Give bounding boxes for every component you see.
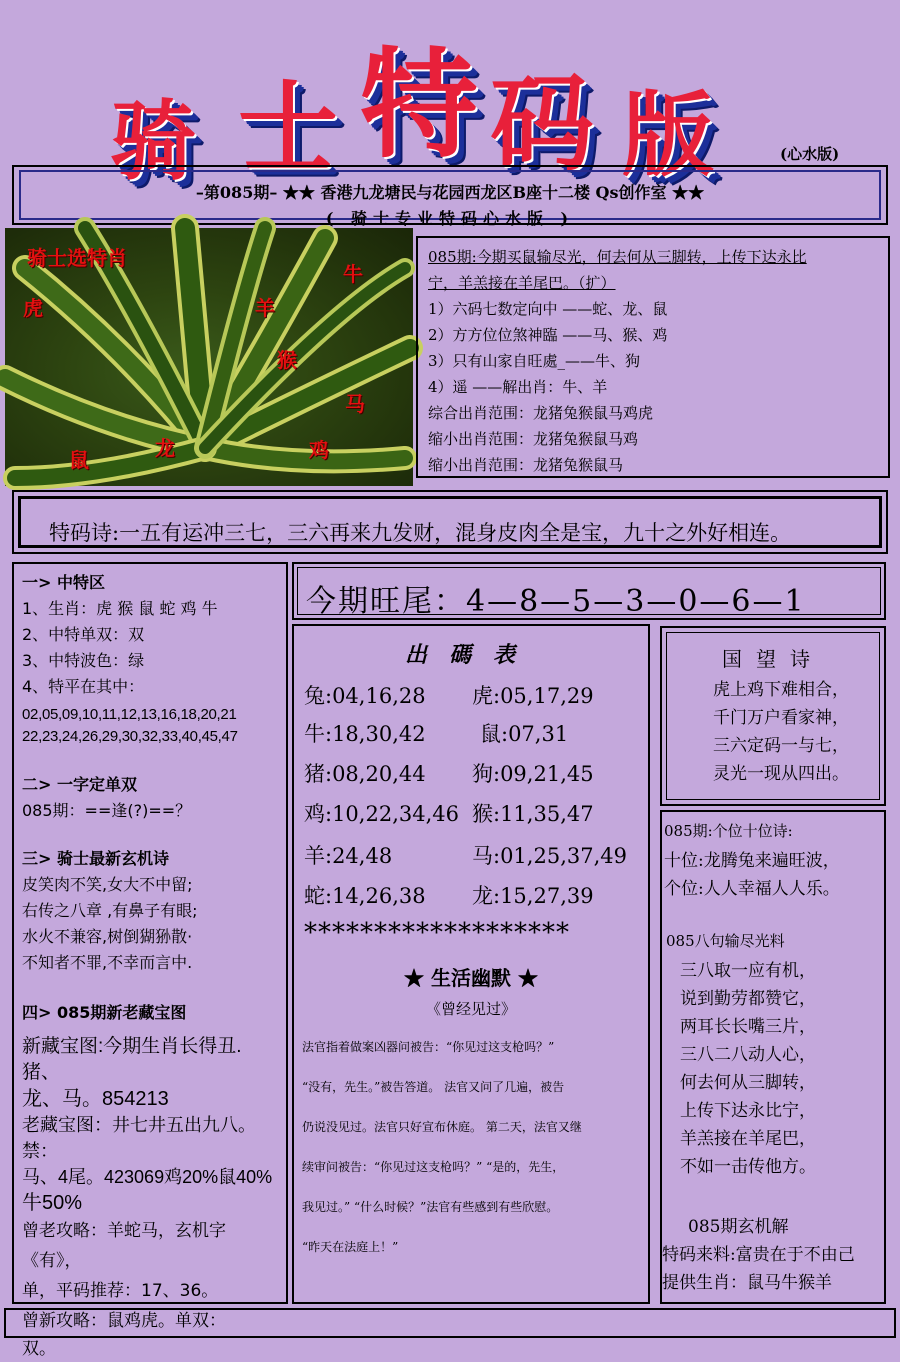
numbers-row-2: 22,23,24,26,29,30,32,33,40,45,47	[22, 728, 238, 745]
info-range-3: 缩小出肖范围：龙猪兔猴鼠马	[428, 456, 624, 474]
national-poem-title: 国望诗	[722, 647, 824, 671]
humor-title: ★ 生活幽默 ★	[404, 966, 538, 990]
info-line-2: 宁，羊羔接在羊尾巴。（扩）	[428, 274, 616, 292]
zodiac-label-rooster: 鸡	[309, 438, 329, 462]
title-char-5: 版	[622, 82, 713, 189]
treasure-map-line: 老藏宝图：井七井五出九八。禁：	[22, 1115, 256, 1161]
lose-poem-line: 三八取一应有机，	[680, 961, 816, 981]
odd-even-line: 2、中特单双：双	[22, 625, 145, 644]
poem-line: 不知者不罪,不幸而言中.	[22, 953, 193, 972]
lose-poem-line: 说到勤劳都赞它，	[680, 989, 816, 1009]
treasure-map-line: 新藏宝图:今期生肖长得丑.猪、	[22, 1036, 242, 1083]
title-char-4: 码	[490, 63, 593, 185]
national-poem-line: 三六定码一与七，	[713, 736, 849, 756]
left-column	[12, 562, 288, 1359]
lose-poem-line: 两耳长长嘴三片，	[680, 1017, 816, 1037]
table-cell: 狗:09,21,45	[472, 762, 594, 786]
zodiac-label-tiger: 虎	[23, 296, 43, 320]
special-code-poem: 特码诗:一五有运冲三七，三六再来九发财，混身皮肉全是宝，九十之外好相连。	[49, 521, 792, 545]
story-line: “没有，先生。”被告答道。 法官又问了几遍，被告	[302, 1080, 565, 1094]
section-heading: 二> 一字定单双	[22, 775, 137, 794]
title-char-3: 特	[360, 36, 477, 174]
story-line: 我见过。” “什么时候？”法官有些感到有些欣慰。	[302, 1200, 559, 1214]
info-line-1: 085期:今期买鼠输尽光，何去何从三脚转，上传下达永比	[428, 248, 807, 266]
zodiac-line: 1、生肖：虎 猴 鼠 蛇 鸡 牛	[22, 599, 218, 618]
info-item-2: 2）方方位位煞神臨 ——马、猴、鸡	[428, 326, 668, 344]
lose-poem-line: 三八二八动人心，	[680, 1045, 816, 1065]
title-char-1: 骑	[110, 92, 194, 192]
header-subtitle: ( 骑士专业特码心水版 )	[325, 209, 575, 228]
page-title	[110, 10, 760, 192]
strategy-line: 曾新攻略：鼠鸡虎。单双：	[22, 1311, 226, 1331]
national-poem-line: 虎上鸡下难相合，	[713, 680, 849, 700]
section-heading: 三> 骑士最新玄机诗	[22, 849, 169, 868]
header-band	[12, 165, 888, 228]
strategy-line: 双。	[22, 1339, 56, 1359]
lucky-tail-box	[292, 562, 886, 620]
riddle-line: 提供生肖：鼠马牛猴羊	[662, 1273, 832, 1293]
digit-poem-tens: 十位:龙腾兔来遍旺波，	[664, 851, 840, 871]
story-title: 《曾经见过》	[425, 1000, 516, 1018]
plant-photo	[5, 228, 413, 486]
story-line: “昨天在法庭上！”	[302, 1240, 399, 1254]
table-cell: 牛:18,30,42	[304, 722, 426, 746]
footer-bar	[4, 1308, 896, 1338]
lucky-tail: 今期旺尾：4—8—5—3—0—6—1	[306, 584, 806, 619]
riddle-title: 085期玄机解	[688, 1217, 789, 1237]
edition-label: (心水版)	[780, 145, 840, 163]
table-cell: 马:01,25,37,49	[472, 844, 627, 868]
poem-line: 皮笑肉不笑,女大不中留;	[22, 875, 193, 894]
header-address: –第085期– ★★ 香港九龙塘民与花园西龙区B座十二楼 Qs创作室 ★★	[195, 183, 705, 202]
national-poem-line: 千门万户看家神，	[713, 708, 849, 728]
title-char-2: 士	[238, 70, 336, 187]
riddle-line: 特码来料:富贵在于不由己	[662, 1245, 855, 1265]
poem-line: 右传之八章 ,有鼻子有眼;	[22, 901, 198, 920]
zodiac-label-horse: 马	[345, 392, 365, 416]
info-item-1: 1）六码七数定向中 ——蛇、龙、鼠	[428, 300, 668, 318]
lose-poem-line: 不如一击传他方。	[680, 1157, 816, 1177]
info-range-1: 综合出肖范围：龙猪兔猴鼠马鸡虎	[428, 404, 654, 422]
info-item-3: 3）只有山家自旺處_——牛、狗	[428, 352, 641, 370]
table-cell: 鼠:07,31	[480, 722, 569, 746]
lose-poem-line: 上传下达永比宁，	[680, 1101, 816, 1121]
table-cell: 羊:24,48	[304, 844, 393, 868]
lose-poem-line: 何去何从三脚转，	[680, 1073, 816, 1093]
info-range-2: 缩小出肖范围：龙猪兔猴鼠马鸡	[428, 430, 639, 448]
table-cell: 猪:08,20,44	[304, 762, 426, 786]
national-poem-line: 灵光一现从四出。	[713, 764, 849, 784]
odd-even-hint: 085期：==逢(?)==？	[22, 801, 192, 820]
color-line: 3、中特波色：绿	[22, 651, 145, 670]
treasure-map-line: 龙、马。854213	[22, 1088, 169, 1110]
treasure-map-line: 牛50%	[22, 1192, 83, 1214]
story-line: 续审问被告：“你见过这支枪吗？” “是的，先生，	[302, 1160, 565, 1174]
special-code-poem-band	[12, 490, 888, 554]
story-line: 仍说没见过。法官只好宣布休庭。 第二天，法官又继	[302, 1120, 582, 1134]
zodiac-label-goat: 羊	[255, 296, 275, 320]
title-area	[0, 0, 900, 192]
digit-poem-ones: 个位:人人幸福人人乐。	[664, 879, 840, 899]
photo-caption: 骑士选特肖	[27, 246, 127, 270]
table-cell: 虎:05,17,29	[472, 684, 594, 708]
lose-poem-title: 085八句输尽光料	[666, 932, 785, 950]
info-item-4: 4）遥 ——解出肖：牛、羊	[428, 378, 608, 396]
treasure-map-line: 马、4尾。423069鸡20%鼠40%	[22, 1167, 273, 1187]
lose-poem-line: 羊羔接在羊尾巴，	[680, 1129, 816, 1149]
star-divider: *******************	[304, 918, 570, 948]
numbers-row-1: 02,05,09,10,11,12,13,16,18,20,21	[22, 706, 237, 723]
poem-line: 水火不兼容,树倒猢狲散·	[22, 927, 193, 946]
strategy-line: 单，平码推荐：17、36。	[22, 1281, 219, 1301]
table-cell: 蛇:14,26,38	[304, 884, 426, 908]
code-table-title: 出碼表	[404, 642, 537, 668]
table-cell: 鸡:10,22,34,46	[304, 802, 459, 826]
national-poem-box	[660, 626, 886, 806]
table-cell: 龙:15,27,39	[472, 884, 594, 908]
section-heading: 一> 中特区	[22, 573, 105, 592]
numbers-heading: 4、特平在其中：	[22, 677, 145, 696]
prediction-info-box	[416, 236, 890, 478]
table-cell: 猴:11,35,47	[472, 802, 594, 826]
table-cell: 兔:04,16,28	[304, 684, 426, 708]
zodiac-label-ox: 牛	[343, 262, 363, 286]
strategy-line: 曾老攻略：羊蛇马，玄机字《有》，	[22, 1221, 226, 1271]
zodiac-label-dragon: 龙	[155, 436, 175, 460]
zodiac-label-monkey: 猴	[277, 348, 297, 372]
zodiac-label-rat: 鼠	[69, 448, 89, 472]
right-lower-box	[660, 810, 886, 1304]
code-table-box	[292, 624, 650, 1304]
section-heading: 四> 085期新老藏宝图	[22, 1003, 187, 1022]
digit-poem-title: 085期:个位十位诗:	[664, 822, 793, 840]
story-line: 法官指着做案凶器问被告：“你见过这支枪吗？”	[302, 1040, 555, 1054]
